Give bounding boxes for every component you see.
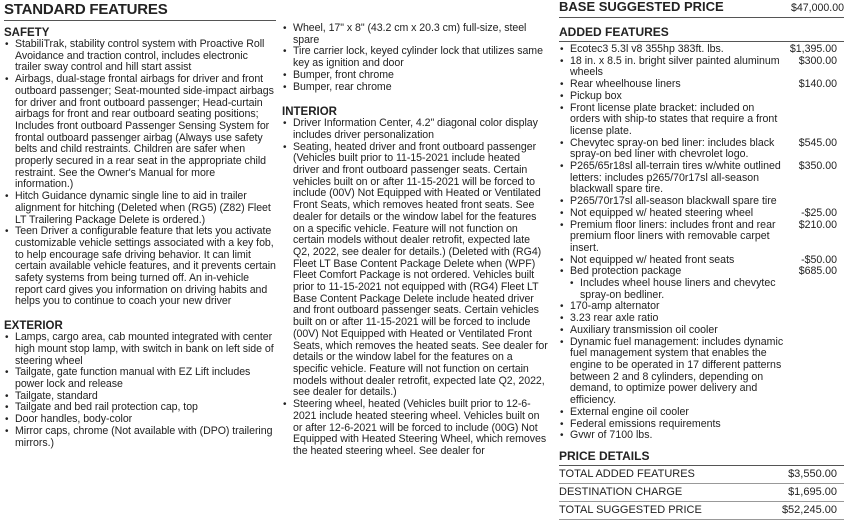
summary-label: DESTINATION CHARGE bbox=[559, 485, 683, 498]
summary-label: TOTAL SUGGESTED PRICE bbox=[559, 503, 702, 516]
option-price: $350.00 bbox=[798, 160, 837, 173]
option-label: Dynamic fuel management: includes dynamic fuel management system that enables the engine to be operated in 17 different patterns between 2 and 8 cylinders, depending on demand, to optimize power delivery and efficiency. bbox=[570, 335, 784, 407]
option-label: Auxiliary transmission oil cooler bbox=[570, 323, 718, 336]
option-label: 3.23 rear axle ratio bbox=[570, 312, 659, 325]
option-label: Not equipped w/ heated front seats bbox=[570, 253, 735, 266]
option-label: Not equipped w/ heated steering wheel bbox=[570, 206, 754, 219]
option-price: $300.00 bbox=[798, 54, 837, 67]
option-label: 170-amp alternator bbox=[570, 300, 660, 313]
option-item bbox=[559, 220, 844, 255]
option-label: Federal emissions requirements bbox=[570, 417, 721, 430]
option-item bbox=[559, 138, 844, 161]
feature-item: • Bumper, front chrome bbox=[282, 70, 548, 82]
option-label: Front license plate bracket: included on orders with ship-to states that require a front license plate. bbox=[570, 101, 778, 137]
option-item bbox=[559, 56, 844, 79]
option-label: 18 in. x 8.5 in. bright silver painted aluminum wheels bbox=[570, 54, 780, 79]
option-label: Includes wheel house liners and chevytec spray-on bedliner. bbox=[580, 277, 776, 301]
added-features-title: ADDED FEATURES bbox=[559, 25, 844, 42]
interior-list bbox=[282, 118, 548, 457]
pricing-column bbox=[559, 0, 844, 520]
base-price-value: $47,000.00 bbox=[790, 2, 844, 14]
safety-list bbox=[4, 39, 276, 308]
option-label: Premium floor liners: includes front and rear premium floor liners with removable carpet insert. bbox=[570, 218, 776, 254]
standard-features-title: STANDARD FEATURES bbox=[4, 0, 276, 21]
summary-value: $52,245.00 bbox=[781, 503, 837, 516]
feature-item: • Driver Information Center, 4.2" diagonal color display includes driver personalization bbox=[282, 118, 548, 141]
feature-item: • Airbags, dual-stage frontal airbags for driver and front outboard passenger; Seat-mounted side-impact airbags for driver and front outboard passenger; Head-curtain airbags for front and rear outboard seating positions; Includes front outboard Passenger Sensing System for frontal outboard passenger airbag (Always use safety belts and child restraints. Children are safer when properly secured in a rear seat in the appropriate child restraint. See the Owner's Manual for more information.) bbox=[4, 74, 276, 191]
option-item bbox=[559, 161, 844, 196]
summary-row bbox=[559, 484, 844, 502]
option-label: External engine oil cooler bbox=[570, 405, 689, 418]
option-item bbox=[559, 278, 844, 301]
feature-item: • Steering wheel, heated (Vehicles built prior to 12-6-2021 include heated steering wheel. Vehicles built on or after 12-6-2021 will be forced to include (00G) Not Equipped with Heated Steering Wheel, which removes the heated steering wheel. See dealer for bbox=[282, 399, 548, 458]
feature-item: • Bumper, rear chrome bbox=[282, 82, 548, 94]
option-label: Gvwr of 7100 lbs. bbox=[570, 429, 653, 442]
option-price: $545.00 bbox=[798, 136, 837, 149]
summary-row bbox=[559, 466, 844, 484]
price-summary bbox=[559, 466, 844, 520]
option-price: -$25.00 bbox=[801, 206, 837, 219]
base-price-row bbox=[559, 0, 844, 18]
safety-title: SAFETY bbox=[4, 27, 50, 39]
summary-row bbox=[559, 502, 844, 520]
standard-features-column-2 bbox=[282, 0, 548, 458]
interior-title: INTERIOR bbox=[282, 106, 337, 119]
option-price: -$50.00 bbox=[801, 253, 837, 266]
summary-value: $3,550.00 bbox=[788, 467, 837, 480]
summary-label: TOTAL ADDED FEATURES bbox=[559, 467, 695, 480]
option-item bbox=[559, 430, 844, 442]
feature-item: • Tailgate, standard bbox=[4, 391, 276, 403]
option-label: Ecotec3 5.3l v8 355hp 383ft. lbs. bbox=[570, 43, 724, 55]
feature-item: • Tire carrier lock, keyed cylinder lock that utilizes same key as ignition and door bbox=[282, 46, 548, 69]
option-item bbox=[559, 337, 844, 407]
feature-item: • Door handles, body-color bbox=[4, 414, 276, 426]
option-label: P265/65r18sl all-terrain tires w/white outlined letters: includes p265/70r17sl all-season blackwall spare tire. bbox=[570, 160, 781, 196]
exterior-list bbox=[4, 332, 276, 449]
option-label: Chevytec spray-on bed liner: includes black spray-on bed liner with chevrolet logo. bbox=[570, 136, 775, 161]
option-price: $685.00 bbox=[798, 265, 837, 278]
standard-features-column bbox=[4, 0, 276, 449]
option-label: Pickup box bbox=[570, 89, 622, 102]
exterior-continued-list bbox=[282, 23, 548, 93]
option-item bbox=[559, 103, 844, 138]
price-details-title: PRICE DETAILS bbox=[559, 449, 844, 466]
option-price: $140.00 bbox=[798, 78, 837, 91]
summary-value: $1,695.00 bbox=[788, 485, 837, 498]
base-price-label: BASE SUGGESTED PRICE bbox=[559, 0, 724, 14]
feature-item: • Hitch Guidance dynamic single line to aid in trailer alignment for hitching (Deleted when (RG5) (Z82) Fleet LT Trailering Package Delete is ordered.) bbox=[4, 191, 276, 226]
feature-item: • Wheel, 17" x 8" (43.2 cm x 20.3 cm) full-size, steel spare bbox=[282, 23, 548, 46]
option-label: Bed protection package bbox=[570, 265, 682, 278]
feature-item: • Lamps, cargo area, cab mounted integrated with center high mount stop lamp, with switch in bank on left side of steering wheel bbox=[4, 332, 276, 367]
option-label: Rear wheelhouse liners bbox=[570, 78, 681, 91]
option-price: $210.00 bbox=[798, 218, 837, 231]
option-price: $1,395.00 bbox=[789, 43, 837, 55]
option-label: P265/70r17sl all-season blackwall spare tire bbox=[570, 195, 777, 208]
exterior-title: EXTERIOR bbox=[4, 320, 63, 333]
feature-item: • StabiliTrak, stability control system with Proactive Roll Avoidance and traction control, includes electronic trailer sway control and hill start assist bbox=[4, 39, 276, 74]
feature-item: • Tailgate, gate function manual with EZ Lift includes power lock and release bbox=[4, 367, 276, 390]
feature-item: • Tailgate and bed rail protection cap, top bbox=[4, 402, 276, 414]
feature-item: • Teen Driver a configurable feature that lets you activate customizable vehicle settings associated with a key fob, to help encourage safe driving behavior. It can limit certain available vehicle features, and it prevents certain safety systems from being turned off. An in-vehicle report card gives you information on driving habits and helps you to continue to coach your new driver bbox=[4, 226, 276, 308]
feature-item: • Mirror caps, chrome (Not available with (DPO) trailering mirrors.) bbox=[4, 426, 276, 449]
feature-item: • Seating, heated driver and front outboard passenger (Vehicles built prior to 11-15-2021 include heated driver and front outboard passenger seats. Certain vehicles built on or after 11-15-2021 will be forced to include (00V) Not Equipped with Heated or Ventilated Front Seats, which removes heated front seats. See dealer for details or the window label for the features on a specific vehicle. Feature will not function on certain models without dealer retrofit, expected late Q2, 2022, see dealer for details.) (Deleted with (RG4) Fleet LT Base Content Package Delete when (WPF) Fleet Comfort Package is not ordered. Vehicles built prior to 11-15-2021 not equipped with (RG4) Fleet LT Base Content Package Delete include heated driver and front outboard passenger seats. Certain vehicles built on or after 11-15-2021 will be forced to include (00V) Not Equipped with Heated or Ventilated Front Seats, which removes the heated seats. See dealer for details or the window label for the features on a specific vehicle. Feature will not function on certain models without dealer retrofit, expected late Q2, 2022, see dealer for details.) bbox=[282, 142, 548, 399]
added-features-list bbox=[559, 44, 844, 442]
